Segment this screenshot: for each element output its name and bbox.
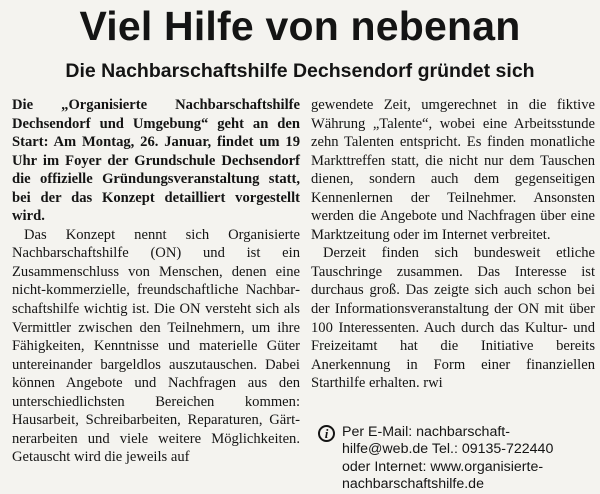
article-lead: Die „Organisierte Nachbarschaftshilfe Dechsendorf und Umgebung“ geht an den Start: Am Montag, 26. Januar, findet um 19 Uhr im Foyer der Grundschule Dechsendorf die offizielle Gründungsveranstaltung statt, bei der das Konzept detailliert vorgestellt wird. bbox=[12, 97, 300, 225]
article-column-right bbox=[311, 96, 595, 393]
article-paragraph-2-text: Derzeit finden sich bundesweit etliche Tauschringe zusammen. Das Interesse ist durchaus groß. Das zeigte sich auch schon bei der Informationsveranstaltung der ON mit über 100 Interessenten. Auch durch das Kultur- und Freizeitamt hat die Initiative bereits Anerkennung in Form einer finanziellen Starthilfe erhalten. bbox=[311, 245, 595, 392]
article-column-left bbox=[12, 96, 300, 467]
article-paragraph-2 bbox=[311, 244, 595, 392]
article-subheadline: Die Nachbarschaftshilfe Dechsendorf gründet sich bbox=[65, 60, 535, 82]
contact-url-line: nachbarschaftshilfe.de bbox=[342, 476, 484, 493]
author-initials: rwi bbox=[423, 375, 443, 392]
contact-email-phone-line: hilfe@web.de Tel.: 09135-722440 bbox=[342, 441, 554, 458]
info-icon: i bbox=[318, 425, 335, 442]
article-paragraph-1: Das Konzept nennt sich Organisierte Nachbarschaftshilfe (ON) und ist ein Zusammenschluss von Menschen, denen eine nicht-kommerzielle, freundschaftliche Nachbarschaftshilfe wichtig ist. Die ON versteht sich als Vermittler zwischen den Teilnehmern, um ihre Fähigkeiten, Kenntnisse und materielle Güter untereinander bargeldlos auszutauschen. Dabei können Angebote und Nachfragen aus den unterschiedlichsten Bereichen kommen: Hausarbeit, Schreibarbeiten, Reparaturen, Gärtnerarbeiten und viele weitere Möglichkeiten. Getauscht wird die jeweils auf bbox=[12, 226, 300, 466]
contact-internet-line: oder Internet: www.organisierte- bbox=[342, 458, 544, 475]
article-paragraph-1-continued: gewendete Zeit, umgerechnet in die fiktive Währung „Talente“, wobei eine Arbeitsstunde zehn Talenten entspricht. Es finden monatliche Markttreffen statt, die nicht nur dem Tauschen dienen, sondern auch dem gegenseitigen Kennenlernen der Teilnehmer. Ansonsten werden die Angebote und Nachfragen über eine Marktzeitung oder im Internet verbreitet. bbox=[311, 97, 595, 243]
contact-email-line: Per E-Mail: nachbarschaft- bbox=[342, 424, 510, 440]
article-headline: Viel Hilfe von nebenan bbox=[79, 3, 521, 49]
contact-info-lines bbox=[342, 424, 600, 494]
